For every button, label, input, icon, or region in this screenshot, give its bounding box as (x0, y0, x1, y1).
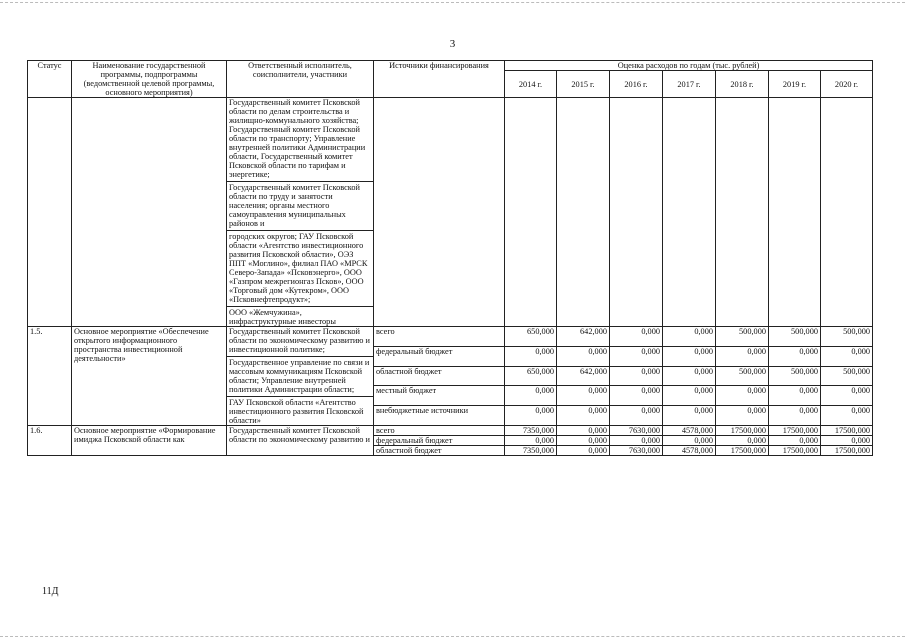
source-cell: всего (374, 426, 505, 436)
status-cell: 1.6. (28, 426, 72, 456)
page-number: 3 (449, 38, 456, 50)
header-program: Наименование государственной программы, подпрограммы (ведомственной целевой программы, основного мероприятия) (72, 61, 227, 98)
value-cell (557, 98, 610, 327)
source-cell: местный бюджет (374, 386, 505, 406)
value-cell: 17500,000 (821, 446, 873, 456)
value-cell: 642,000 (557, 366, 610, 386)
value-cell: 7350,000 (505, 426, 557, 436)
value-cell: 0,000 (769, 436, 821, 446)
scan-top-edge (0, 2, 905, 3)
source-cell (374, 98, 505, 327)
financing-row (28, 327, 873, 347)
value-cell: 7630,000 (610, 446, 663, 456)
header-year: 2016 г. (610, 71, 663, 98)
value-cell: 642,000 (557, 327, 610, 347)
header-sources: Источники финансирования (374, 61, 505, 98)
value-cell: 0,000 (663, 327, 716, 347)
value-cell: 500,000 (821, 366, 873, 386)
value-cell (505, 98, 557, 327)
value-cell: 0,000 (821, 386, 873, 406)
value-cell: 17500,000 (769, 426, 821, 436)
value-cell: 0,000 (769, 386, 821, 406)
source-cell: федеральный бюджет (374, 346, 505, 366)
status-cell: 1.5. (28, 327, 72, 426)
value-cell: 0,000 (663, 346, 716, 366)
continuation-row (28, 98, 873, 327)
source-cell: федеральный бюджет (374, 436, 505, 446)
responsible-text: Государственный комитет Псковской области по экономическому развитию и (229, 426, 370, 444)
value-cell: 0,000 (505, 406, 557, 426)
value-cell: 0,000 (821, 406, 873, 426)
value-cell: 0,000 (821, 436, 873, 446)
table-body (28, 98, 873, 456)
scan-bottom-edge (0, 636, 905, 637)
value-cell: 0,000 (557, 426, 610, 436)
value-cell: 0,000 (505, 386, 557, 406)
value-cell: 0,000 (610, 386, 663, 406)
value-cell: 0,000 (557, 446, 610, 456)
value-cell: 4578,000 (663, 446, 716, 456)
responsible-cell (227, 327, 374, 426)
value-cell: 0,000 (610, 406, 663, 426)
value-cell: 0,000 (505, 436, 557, 446)
header-year: 2018 г. (716, 71, 769, 98)
header-responsible: Ответственный исполнитель, соисполнители, участники (227, 61, 374, 98)
value-cell: 0,000 (610, 366, 663, 386)
value-cell: 0,000 (557, 436, 610, 446)
value-cell: 0,000 (505, 346, 557, 366)
value-cell: 500,000 (821, 327, 873, 347)
header-year: 2017 г. (663, 71, 716, 98)
value-cell: 17500,000 (821, 426, 873, 436)
budget-table (27, 60, 873, 456)
value-cell: 650,000 (505, 327, 557, 347)
value-cell: 0,000 (557, 406, 610, 426)
program-cell (72, 98, 227, 327)
value-cell: 0,000 (769, 406, 821, 426)
value-cell: 0,000 (663, 386, 716, 406)
value-cell: 0,000 (663, 366, 716, 386)
responsible-text: городских округов; ГАУ Псковской области «Агентство инвестиционного развития Псковской области», ОЭЗ ППТ «Моглино», филиал ПАО «МРСК Северо-Запада» «Псковэнерго», ООО «Газпром межрегионгаз Псков», ООО «Торговый дом «Кутекром», ООО «Псковнефтепродукт»; (227, 230, 373, 304)
value-cell: 0,000 (716, 386, 769, 406)
program-cell: Основное мероприятие «Обеспечение открытого информационного пространства инвестиционной деятельности» (72, 327, 227, 426)
value-cell (821, 98, 873, 327)
source-cell: областной бюджет (374, 366, 505, 386)
value-cell (663, 98, 716, 327)
header-year: 2019 г. (769, 71, 821, 98)
value-cell: 0,000 (821, 346, 873, 366)
source-cell: внебюджетные источники (374, 406, 505, 426)
program-cell: Основное мероприятие «Формирование имиджа Псковской области как (72, 426, 227, 456)
value-cell (610, 98, 663, 327)
value-cell: 500,000 (769, 327, 821, 347)
header-year: 2020 г. (821, 71, 873, 98)
value-cell: 500,000 (716, 366, 769, 386)
value-cell: 0,000 (716, 406, 769, 426)
footer-code: 11Д (42, 586, 59, 597)
value-cell: 0,000 (610, 346, 663, 366)
responsible-text: ООО «Жемчужина», инфраструктурные инвесторы (227, 306, 373, 326)
responsible-text: Государственный комитет Псковской области по труду и занятости населения; органы местного самоуправления муниципальных районов и (227, 181, 373, 228)
value-cell: 500,000 (716, 327, 769, 347)
responsible-text: Государственный комитет Псковской области по делам строительства и жилищно-коммунального хозяйства; Государственный комитет Псковской области по транспорту; Управление внутренней политики Администрации области, Государственный комитет Псковской области по тарифам и энергетике; (229, 98, 366, 179)
value-cell: 0,000 (716, 346, 769, 366)
source-cell: всего (374, 327, 505, 347)
responsible-text: Государственное управление по связи и массовым коммуникациям Псковской области; Управление внутренней политики Администрации области; (227, 356, 373, 394)
value-cell: 17500,000 (769, 446, 821, 456)
responsible-text: Государственный комитет Псковской области по экономическому развитию и инвестиционной политике; (229, 327, 370, 354)
value-cell: 0,000 (610, 327, 663, 347)
value-cell: 0,000 (716, 436, 769, 446)
value-cell: 0,000 (663, 436, 716, 446)
value-cell: 650,000 (505, 366, 557, 386)
value-cell: 0,000 (557, 386, 610, 406)
value-cell: 7350,000 (505, 446, 557, 456)
value-cell: 17500,000 (716, 426, 769, 436)
value-cell: 0,000 (557, 346, 610, 366)
value-cell (716, 98, 769, 327)
responsible-text: ГАУ Псковской области «Агентство инвестиционного развития Псковской области» (227, 396, 373, 425)
header-estimate: Оценка расходов по годам (тыс. рублей) (505, 61, 873, 71)
status-cell (28, 98, 72, 327)
value-cell: 0,000 (769, 346, 821, 366)
value-cell: 17500,000 (716, 446, 769, 456)
responsible-cell (227, 426, 374, 456)
value-cell: 4578,000 (663, 426, 716, 436)
financing-row (28, 426, 873, 436)
header-status: Статус (28, 61, 72, 98)
value-cell: 0,000 (663, 406, 716, 426)
header-year: 2014 г. (505, 71, 557, 98)
value-cell: 0,000 (610, 436, 663, 446)
value-cell (769, 98, 821, 327)
value-cell: 500,000 (769, 366, 821, 386)
source-cell: областной бюджет (374, 446, 505, 456)
value-cell: 7630,000 (610, 426, 663, 436)
header-year: 2015 г. (557, 71, 610, 98)
responsible-cell (227, 98, 374, 327)
